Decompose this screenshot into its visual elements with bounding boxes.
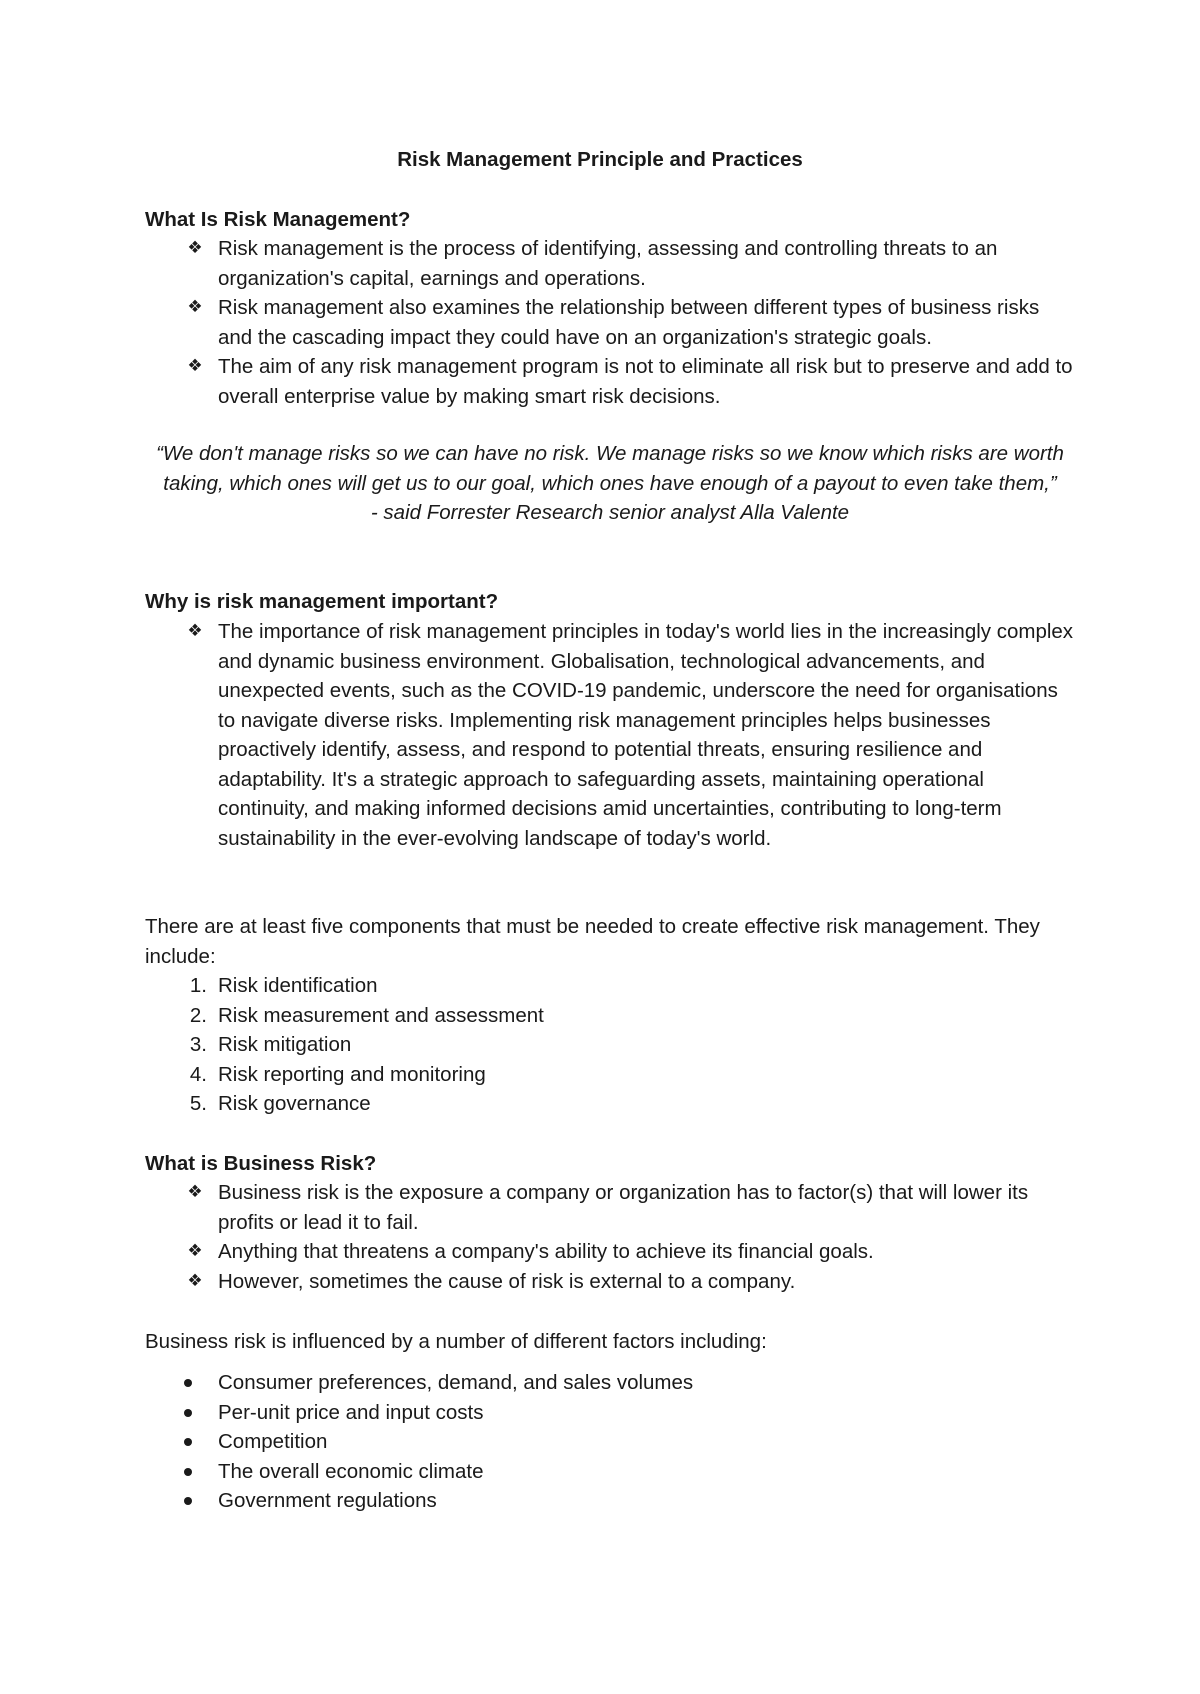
list-number: 5. [189,1092,207,1115]
list-item [145,1368,1075,1398]
list-item [145,293,1075,352]
quote-attribution: - said Forrester Research senior analyst Alla Valente [370,501,850,524]
list-item-text: Risk identification [218,974,378,997]
list-item [145,1060,1075,1090]
list-number: 4. [189,1062,207,1086]
list-item-text: Anything that threatens a company's ability to achieve its financial goals. [218,1240,874,1263]
list-item-text: Risk reporting and monitoring [218,1062,486,1086]
diamond-bullet-icon: ❖ [187,356,203,376]
list-item-text: Government regulations [218,1489,437,1512]
list-item [145,1237,1075,1267]
diamond-bullet-icon: ❖ [187,1241,203,1261]
diamond-bullet-icon: ❖ [187,1182,203,1202]
list-item-text: Competition [218,1430,328,1453]
list-item-text: However, sometimes the cause of risk is external to a company. [218,1269,796,1293]
list-item-text: Risk measurement and assessment [218,1003,544,1027]
section-heading-business-risk: What is Business Risk? [145,1152,377,1175]
list-item-text: The overall economic climate [218,1459,484,1483]
section-heading-what-is-risk-management: What Is Risk Management? [145,208,411,231]
section-heading-why-important: Why is risk management important? [145,590,499,613]
list-item [145,352,1075,411]
components-numbered-list [145,971,1075,1119]
business-risk-bullet-list [145,1178,1075,1296]
components-intro: There are at least five components that must be needed to create effective risk management. They include: [145,915,1040,968]
bullet-dot-icon [184,1379,192,1387]
list-item-text: Risk mitigation [218,1033,352,1056]
list-item [145,1030,1075,1060]
list-item [145,617,1075,853]
quote-block [145,439,1075,528]
list-item [145,1267,1075,1297]
bullet-dot-icon [184,1497,192,1505]
bullet-dot-icon [184,1409,192,1417]
factors-bullet-list [145,1368,1075,1516]
list-item-text: Risk management is the process of identifying, assessing and controlling threats to an organization's capital, earnings and operations. [218,237,998,290]
list-item-text: Per-unit price and input costs [218,1400,484,1424]
list-number: 2. [189,1003,207,1027]
diamond-bullet-icon: ❖ [187,1270,203,1291]
bullet-dot-icon [184,1438,192,1446]
list-item [145,1427,1075,1457]
list-item-text: Business risk is the exposure a company or organization has to factor(s) that will lower its profits or lead it to fail. [218,1181,1029,1234]
list-item [145,971,1075,1001]
factors-intro: Business risk is influenced by a number of different factors including: [145,1330,767,1353]
risk-management-bullet-list [145,234,1075,411]
list-number: 1. [189,974,207,997]
quote-text: “We don't manage risks so we can have no risk. We manage risks so we know which risks are worth taking, which ones will get us to our goal, which ones have enough of a payout to even take them,” [156,442,1064,495]
diamond-bullet-icon: ❖ [187,297,203,317]
list-item [145,1001,1075,1031]
list-item-text: Risk management also examines the relationship between different types of business risks and the cascading impact they could have on an organization's strategic goals. [218,296,1040,349]
list-item [145,1457,1075,1487]
list-item-text: The aim of any risk management program is not to eliminate all risk but to preserve and add to overall enterprise value by making smart risk decisions. [218,355,1073,408]
list-number: 3. [189,1033,207,1056]
bullet-dot-icon [184,1468,192,1476]
diamond-bullet-icon: ❖ [187,238,203,258]
list-item-text: Consumer preferences, demand, and sales volumes [218,1371,694,1394]
list-item [145,1089,1075,1119]
diamond-bullet-icon: ❖ [187,621,203,641]
list-item [145,1398,1075,1428]
list-item-text: Risk governance [218,1092,371,1115]
list-item [145,1178,1075,1237]
list-item [145,1486,1075,1516]
list-item-text: The importance of risk management principles in today's world lies in the increasingly complex and dynamic business environment. Globalisation, technological advancements, and unexpected events, such as the COVID-19 pandemic, underscore the need for organisations to navigate diverse risks. Implementing risk management principles helps businesses proactively identify, assess, and respond to potential threats, ensuring resilience and adaptability. It's a strategic approach to safeguarding assets, maintaining operational continuity, and making informed decisions amid uncertainties, contributing to long-term sustainability in the ever-evolving landscape of today's world. [218,620,1074,850]
list-item [145,234,1075,293]
document-title: Risk Management Principle and Practices [397,148,803,171]
importance-bullet-list [145,617,1075,853]
